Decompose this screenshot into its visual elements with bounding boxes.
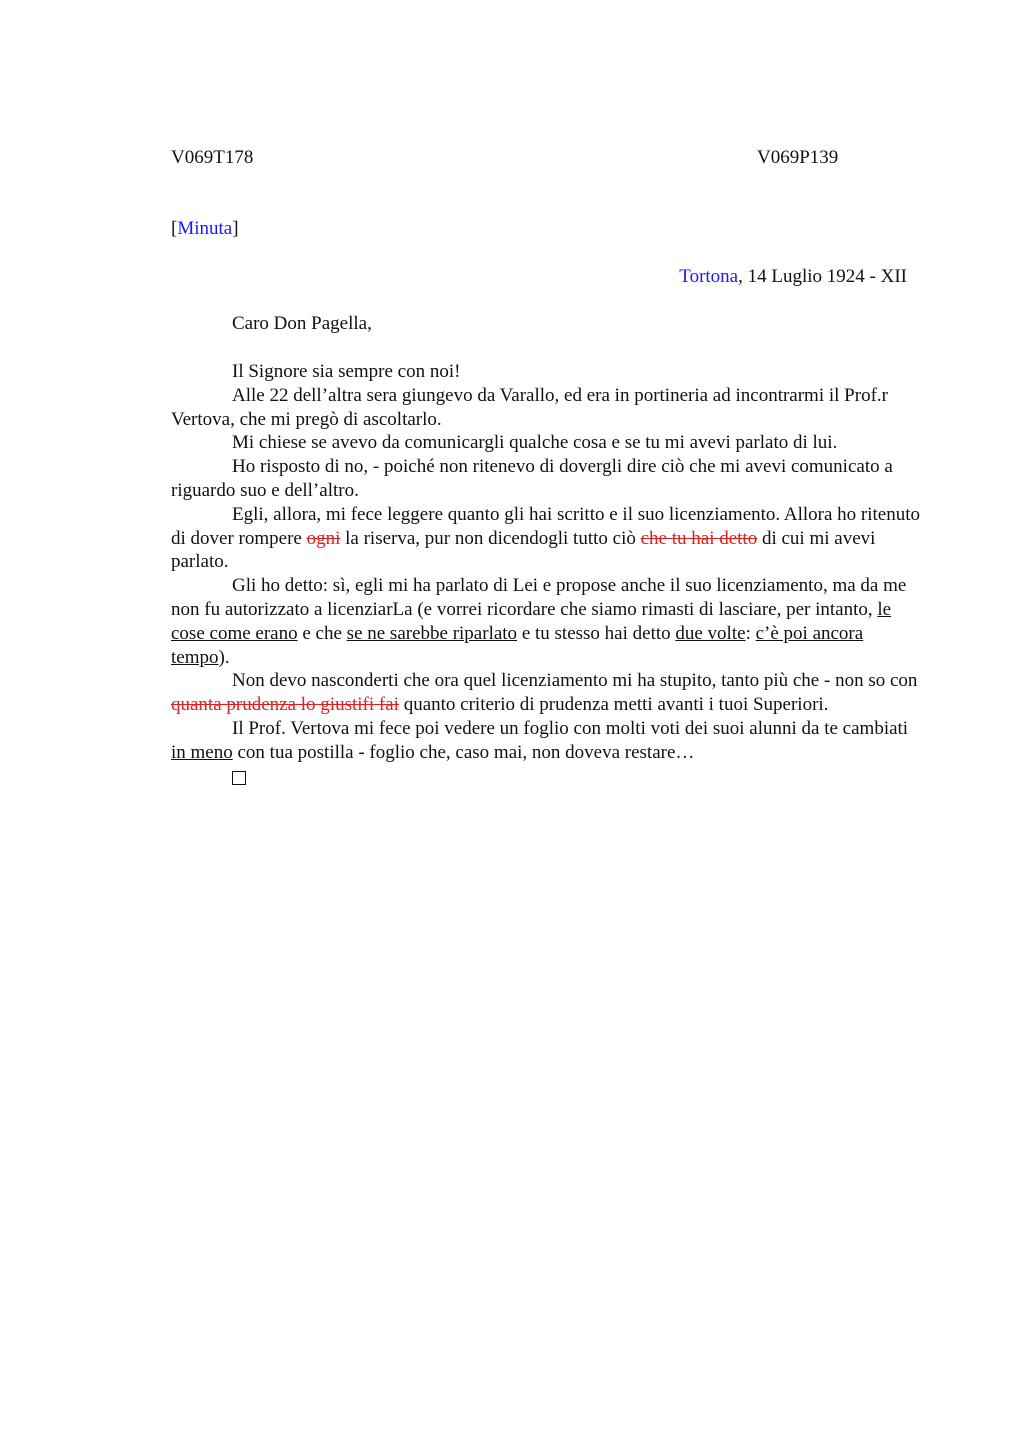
p6-text-d: : (745, 622, 756, 644)
p5-text-a: Egli, allora, mi fece leggere quanto gli hai scritto e il suo licenziamento. Allora ho ritenuto di dover rompere (171, 503, 921, 549)
paragraph-3: Mi chiese se avevo da comunicargli qualche cosa e se tu mi avevi parlato di lui. (232, 432, 838, 454)
square-box-icon (232, 771, 246, 785)
place-name: Tortona (679, 266, 739, 287)
bracket-open: [ (171, 218, 178, 239)
paragraph-1: Il Signore sia sempre con noi! (232, 361, 461, 382)
document-code-left: V069T178 (171, 147, 254, 168)
paragraph-2: Alle 22 dell’altra sera giungevo da Varallo, ed era in portineria ad incontrarmi il Prof.r Vertova, che mi pregò di ascoltarlo. (171, 384, 888, 430)
document-code-right: V069P139 (757, 147, 839, 168)
paragraph-4: Ho risposto di no, - poiché non ritenevo di dovergli dire ciò che mi avevi comunicato a riguardo suo e dell’altro. (171, 456, 893, 501)
header-codes (171, 146, 926, 170)
p8-text-b: con tua postilla - foglio che, caso mai, non doveva restare… (232, 741, 695, 763)
p5-text-c: di cui mi avevi parlato. (171, 527, 876, 573)
letter-body (171, 360, 926, 791)
underlined-text: in meno (171, 741, 233, 763)
date-text: , 14 Luglio 1924 - XII (738, 266, 907, 287)
bracket-close: ] (232, 218, 239, 239)
p7-text-a: Non devo nasconderti che ora quel licenziamento mi ha stupito, tanto più che - non so con (232, 670, 918, 692)
minuta-label (171, 217, 239, 241)
paragraph-8 (171, 717, 926, 765)
p6-text-c: e tu stesso hai detto (517, 622, 676, 644)
paragraph-5 (171, 503, 926, 574)
underlined-text: due volte (675, 622, 746, 644)
p5-text-b: la riserva, pur non dicendogli tutto ciò (340, 527, 641, 549)
p8-text-a: Il Prof. Vertova mi fece poi vedere un foglio con molti voti dei suoi alunni da te cambiati (232, 717, 909, 739)
minuta-word: Minuta (177, 218, 233, 239)
deleted-text: ogni (306, 527, 341, 549)
p6-text-e: ). (218, 646, 230, 668)
p6-text-a: Gli ho detto: sì, egli mi ha parlato di Lei e propose anche il suo licenziamento, ma da me non fu autorizzato a licenziarLa (e vorrei ricordare che siamo rimasti di lasciare, per intanto, (171, 575, 907, 620)
underlined-text: c’è poi ancora tempo (171, 622, 864, 668)
paragraph-6 (171, 574, 926, 669)
paragraph-7 (171, 669, 926, 717)
p7-text-b: quanto criterio di prudenza metti avanti i tuoi Superiori. (398, 694, 829, 716)
underlined-text: se ne sarebbe riparlato (346, 622, 518, 644)
deleted-text: quanta prudenza lo giustifi fai (171, 694, 399, 716)
underlined-text: le cose come erano (171, 598, 892, 644)
p6-text-b: e che (297, 622, 347, 644)
place-date (171, 265, 907, 289)
salutation: Caro Don Pagella, (232, 313, 372, 334)
deleted-text: che tu hai detto (640, 527, 758, 549)
end-marker-row (171, 765, 926, 792)
